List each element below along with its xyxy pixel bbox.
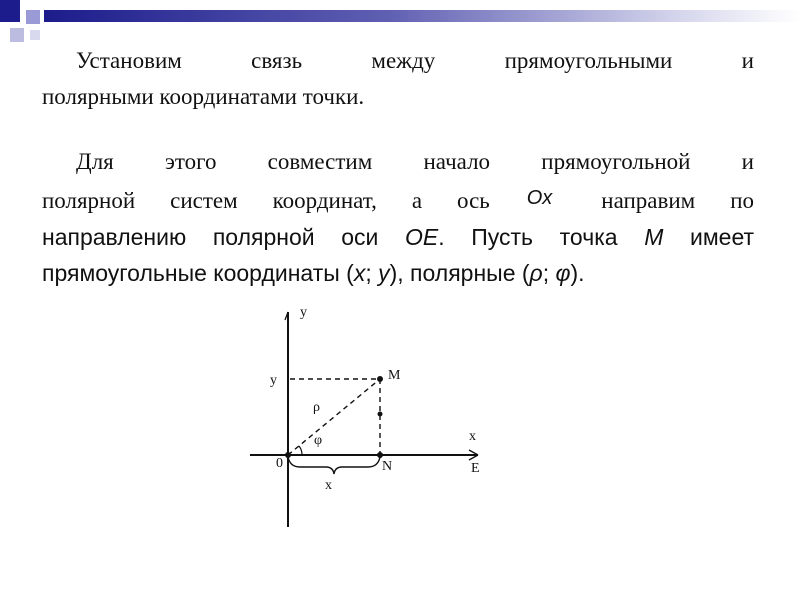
e-label: E <box>471 461 480 476</box>
point-m-label: M <box>388 368 401 383</box>
x-brace <box>288 457 380 474</box>
origin-label: 0 <box>276 456 283 471</box>
x-brace-label: x <box>325 478 332 493</box>
phi-symbol: φ <box>555 260 571 286</box>
intro-line-2: полярными координатами точки. <box>42 84 365 109</box>
explanation-line-1: Для этого совместим начало прямоугольной и <box>76 149 754 174</box>
point-mid <box>378 412 383 417</box>
explanation-line-2b: направим по <box>601 188 755 213</box>
intro-line-1: Установим связь между прямоугольными и <box>76 48 754 73</box>
point-n-label: N <box>382 459 393 474</box>
semicolon-1: ; <box>365 260 379 286</box>
point-m <box>377 376 383 382</box>
ox-symbol: Ox <box>526 187 553 209</box>
y-axis-label: y <box>300 305 307 320</box>
y-tick-label: y <box>270 373 277 388</box>
explanation-line-3c: имеет <box>690 224 755 250</box>
explanation-line-3a: направлению полярной оси <box>42 224 379 250</box>
semicolon-2: ; <box>542 260 556 286</box>
oe-symbol: OE <box>405 224 439 250</box>
rho-symbol: ρ <box>529 260 543 286</box>
x-axis-label: x <box>469 429 476 444</box>
y-symbol: y <box>378 260 390 286</box>
explanation-line-4c: ). <box>570 260 585 286</box>
dashed-radius <box>288 379 380 455</box>
phi-arc <box>299 446 302 455</box>
explanation-line-2a: полярной систем координат, а ось <box>42 188 490 213</box>
explanation-line-3b: . Пусть точка <box>438 224 618 250</box>
rho-label: ρ <box>313 400 320 415</box>
x-symbol: x <box>353 260 366 286</box>
phi-label: φ <box>314 433 323 448</box>
explanation-line-4b: ), полярные ( <box>389 260 530 286</box>
m-symbol: M <box>644 224 664 250</box>
explanation-line-4a: прямоугольные координаты ( <box>42 260 354 286</box>
